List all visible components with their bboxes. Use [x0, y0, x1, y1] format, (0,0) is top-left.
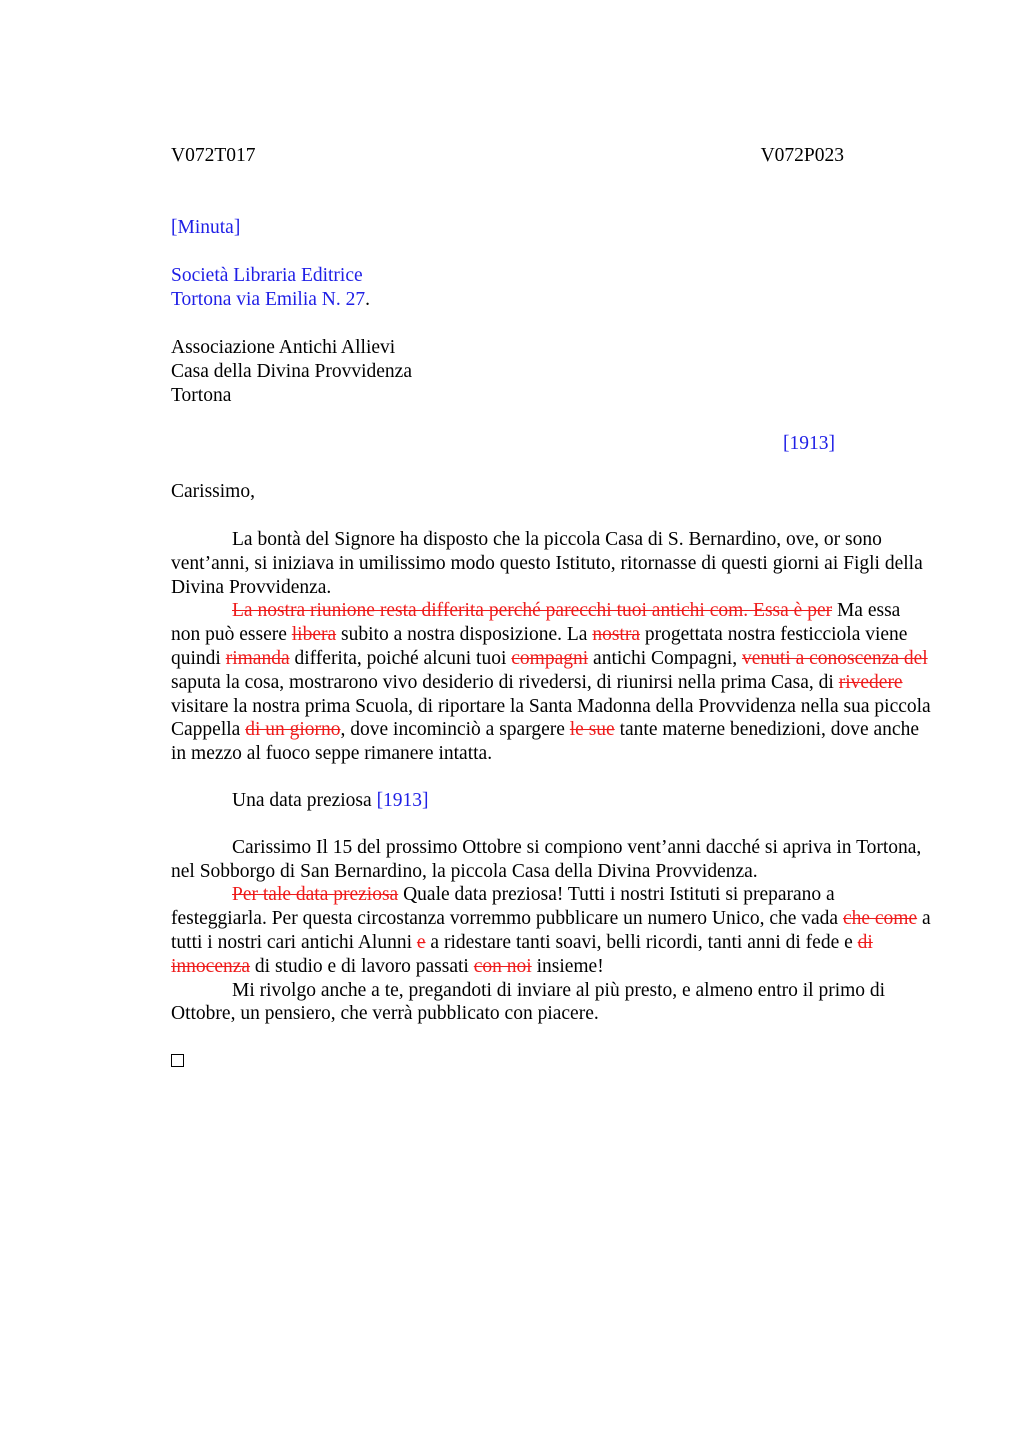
- deleted-text: compagni: [511, 647, 589, 669]
- recipient-line-2: Casa della Divina Provvidenza: [171, 361, 412, 382]
- deleted-text: di un giorno: [245, 719, 341, 741]
- paragraph-4: Per tale data preziosa Quale data preziosa! Tutti i nostri Istituti si preparano a festeggiarla. Per questa circostanza vorremmo pubblicare un numero Unico, che vada che come a tutti i nostri cari antichi Alunni e a ridestare tanti soavi, belli ricordi, tanti anni di fede e di innocenza di studio e di lavoro passati con noi insieme!: [171, 884, 931, 977]
- deleted-text: che come: [842, 908, 918, 930]
- deleted-text: con noi: [473, 955, 532, 977]
- deleted-text: La nostra riunione resta differita perché parecchi tuoi antichi com. Essa è per: [232, 600, 833, 622]
- deleted-text: le sue: [569, 719, 615, 741]
- paragraph-5: Mi rivolgo anche a te, pregandoti di inviare al più presto, e almeno entro il primo di Ottobre, un pensiero, che verrà pubblicato con piacere.: [171, 979, 886, 1025]
- subtitle: Una data preziosa [1913]: [232, 789, 429, 811]
- deleted-text: rivedere: [838, 671, 903, 693]
- document-header: [171, 144, 844, 168]
- deleted-text: Per tale data preziosa: [232, 884, 399, 906]
- salutation: Carissimo,: [171, 481, 255, 502]
- deleted-text: venuti a conoscenza del: [741, 647, 928, 669]
- deleted-text: libera: [291, 624, 337, 646]
- deleted-text: di innocenza: [171, 931, 873, 977]
- minuta-label: [Minuta]: [171, 217, 241, 238]
- deleted-text: rimanda: [225, 647, 290, 669]
- letter-date: [1913]: [783, 433, 835, 454]
- recipient-line-3: Tortona: [171, 385, 232, 406]
- deleted-text: nostra: [592, 624, 640, 646]
- paragraph-2: La nostra riunione resta differita perché parecchi tuoi antichi com. Essa è per Ma essa non può essere libera subito a nostra disposizione. La nostra progettata nostra festicciola viene quindi rimanda differita, poiché alcuni tuoi compagni antichi Compagni, venuti a conoscenza del saputa la cosa, mostrarono vivo desiderio di rivedersi, di riunirsi nella prima Casa, di rivedere visitare la nostra prima Scuola, di riportare la Santa Madonna della Provvidenza nella sua piccola Cappella di un giorno, dove incominciò a spargere le sue tante materne benedizioni, dove anche in mezzo al fuoco seppe rimanere intatta.: [171, 600, 931, 765]
- sender-line-2: Tortona via Emilia N. 27.: [171, 289, 371, 310]
- recipient-line-1: Associazione Antichi Allievi: [171, 337, 396, 358]
- left-code: V072T017: [171, 145, 256, 166]
- right-code: V072P023: [760, 145, 844, 166]
- paragraph-1: La bontà del Signore ha disposto che la piccola Casa di S. Bernardino, ove, or sono vent’anni, si iniziava in umilissimo modo questo Istituto, ritornasse di questi giorni ai Figli della Divina Provvidenza.: [171, 529, 923, 598]
- end-marker: [171, 1049, 931, 1073]
- deleted-text: e: [416, 931, 426, 953]
- letter-page: [171, 144, 931, 1073]
- square-icon: [171, 1054, 184, 1067]
- paragraph-3: Carissimo Il 15 del prossimo Ottobre si compiono vent’anni dacché si apriva in Tortona, nel Sobborgo di San Bernardino, la piccola Casa della Divina Provvidenza.: [171, 836, 922, 882]
- sender-line-1: Società Libraria Editrice: [171, 265, 363, 286]
